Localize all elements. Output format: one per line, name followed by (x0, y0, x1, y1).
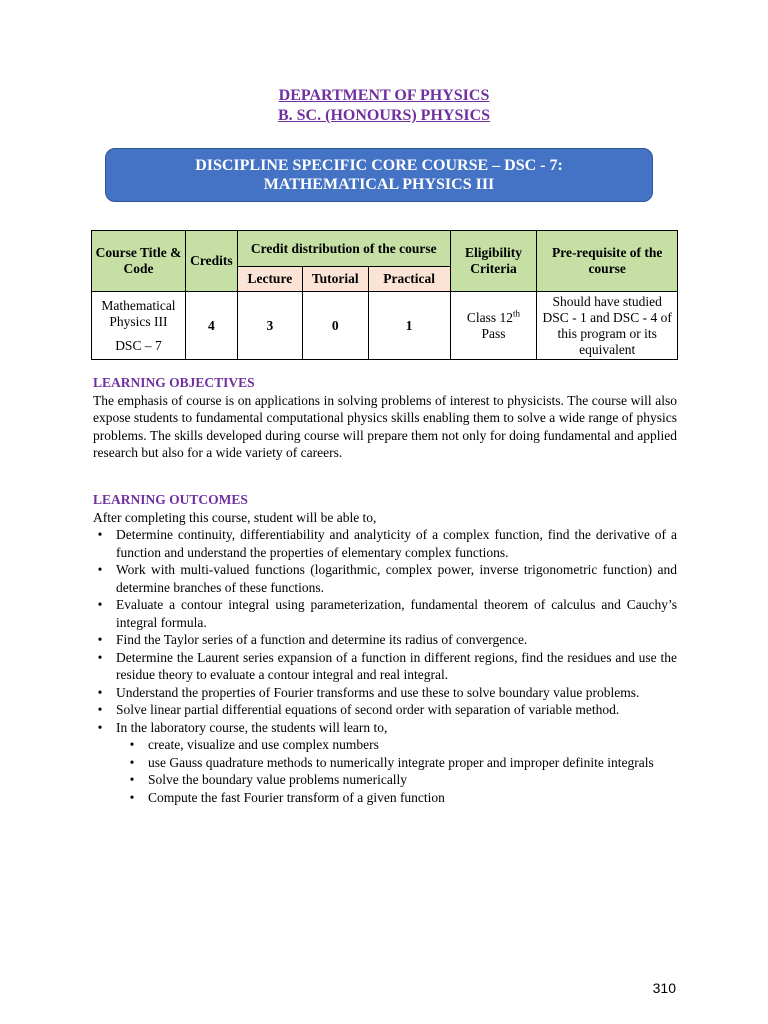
list-item (93, 684, 677, 702)
bullet-icon: • (129, 772, 135, 787)
eligibility-rest: Pass (481, 325, 506, 341)
course-banner (105, 148, 653, 202)
outcome-text: Work with multi-valued functions (logarithmic, complex power, inverse trigonometric function) and determine branches of these functions. (116, 562, 677, 595)
prerequisite-value: Should have studied DSC - 1 and DSC - 4 of this program or its equivalent (537, 292, 678, 360)
list-item (125, 789, 677, 807)
bullet-icon: • (97, 649, 103, 665)
tutorial-value: 0 (302, 292, 368, 360)
eligibility-cell (450, 292, 537, 360)
bullet-icon: • (97, 684, 103, 700)
list-item (125, 771, 677, 789)
list-item (125, 754, 677, 772)
outcome-text: Determine continuity, differentiability and analyticity of a complex function, find the derivative of a function and understand the properties of elementary complex functions. (116, 527, 677, 560)
header-practical: Practical (368, 267, 450, 292)
header-credit-distribution: Credit distribution of the course (237, 231, 450, 267)
list-item (125, 736, 677, 754)
bullet-icon: • (97, 702, 103, 717)
list-item (93, 649, 677, 684)
eligibility-main: Class 12 (466, 309, 514, 325)
bullet-icon: • (129, 789, 135, 805)
list-item (93, 526, 677, 561)
list-item (93, 596, 677, 631)
learning-outcomes-section (93, 491, 677, 806)
course-credit-table (91, 230, 678, 360)
list-item (93, 701, 677, 719)
lab-items-list (93, 736, 677, 806)
programme-title: B. SC. (HONOURS) PHYSICS (277, 107, 491, 124)
list-item (93, 719, 677, 737)
header-lecture: Lecture (237, 267, 302, 292)
page-header (0, 86, 768, 126)
learning-objectives-section (93, 374, 677, 462)
lab-item-text: use Gauss quadrature methods to numerically integrate proper and improper definite integrals (148, 754, 654, 770)
bullet-icon: • (97, 719, 103, 735)
bullet-icon: • (97, 527, 103, 542)
banner-line-2: MATHEMATICAL PHYSICS III (263, 176, 495, 193)
bullet-icon: • (129, 754, 135, 770)
learning-objectives-heading: LEARNING OBJECTIVES (93, 375, 255, 390)
banner-line-1: DISCIPLINE SPECIFIC CORE COURSE – DSC - 7: (195, 157, 563, 174)
outcome-text: Find the Taylor series of a function and determine its radius of convergence. (116, 632, 528, 647)
lab-item-text: Compute the fast Fourier transform of a given function (148, 789, 445, 805)
outcomes-list (93, 526, 677, 736)
lab-item-text: create, visualize and use complex numbers (148, 737, 379, 752)
header-course-title: Course Title & Code (92, 231, 186, 292)
outcome-text: In the laboratory course, the students will learn to, (116, 719, 388, 735)
header-tutorial: Tutorial (302, 267, 368, 292)
page-number: 310 (652, 980, 676, 996)
header-credits: Credits (185, 231, 237, 292)
bullet-icon: • (129, 737, 135, 752)
list-item (93, 561, 677, 596)
header-eligibility: Eligibility Criteria (450, 231, 537, 292)
learning-objectives-text: The emphasis of course is on applications in solving problems of interest to physicists. The course will also expose students to fundamental computational physics skills enabling them to solve a wide range of physics problems. The skills developed during course will prepare them not only for doing fundamental and applied research but also for a wide variety of careers. (93, 392, 677, 460)
header-prerequisite: Pre-requisite of the course (537, 231, 678, 292)
lecture-value: 3 (237, 292, 302, 360)
learning-outcomes-heading: LEARNING OUTCOMES (93, 492, 248, 507)
eligibility-superscript: th (513, 308, 521, 318)
list-item (93, 631, 677, 649)
outcome-text: Understand the properties of Fourier transforms and use these to solve boundary value problems. (116, 684, 640, 700)
table-row (92, 292, 678, 360)
bullet-icon: • (97, 597, 103, 612)
learning-outcomes-intro: After completing this course, student will be able to, (93, 509, 377, 525)
lab-item-text: Solve the boundary value problems numerically (148, 772, 408, 787)
practical-value: 1 (368, 292, 450, 360)
course-title-cell (92, 292, 186, 360)
outcome-text: Evaluate a contour integral using parameterization, fundamental theorem of calculus and Cauchy’s integral formula. (116, 597, 677, 630)
course-code: DSC – 7 (115, 337, 162, 353)
outcome-text: Solve linear partial differential equations of second order with separation of variable method. (116, 702, 620, 717)
credits-value: 4 (185, 292, 237, 360)
bullet-icon: • (97, 632, 103, 647)
course-title: Mathematical Physics III (101, 297, 176, 329)
outcome-text: Determine the Laurent series expansion of a function in different regions, find the residues and use the residue theory to evaluate a contour integral and real integral. (116, 649, 677, 682)
bullet-icon: • (97, 562, 103, 577)
department-title: DEPARTMENT OF PHYSICS (278, 87, 490, 104)
